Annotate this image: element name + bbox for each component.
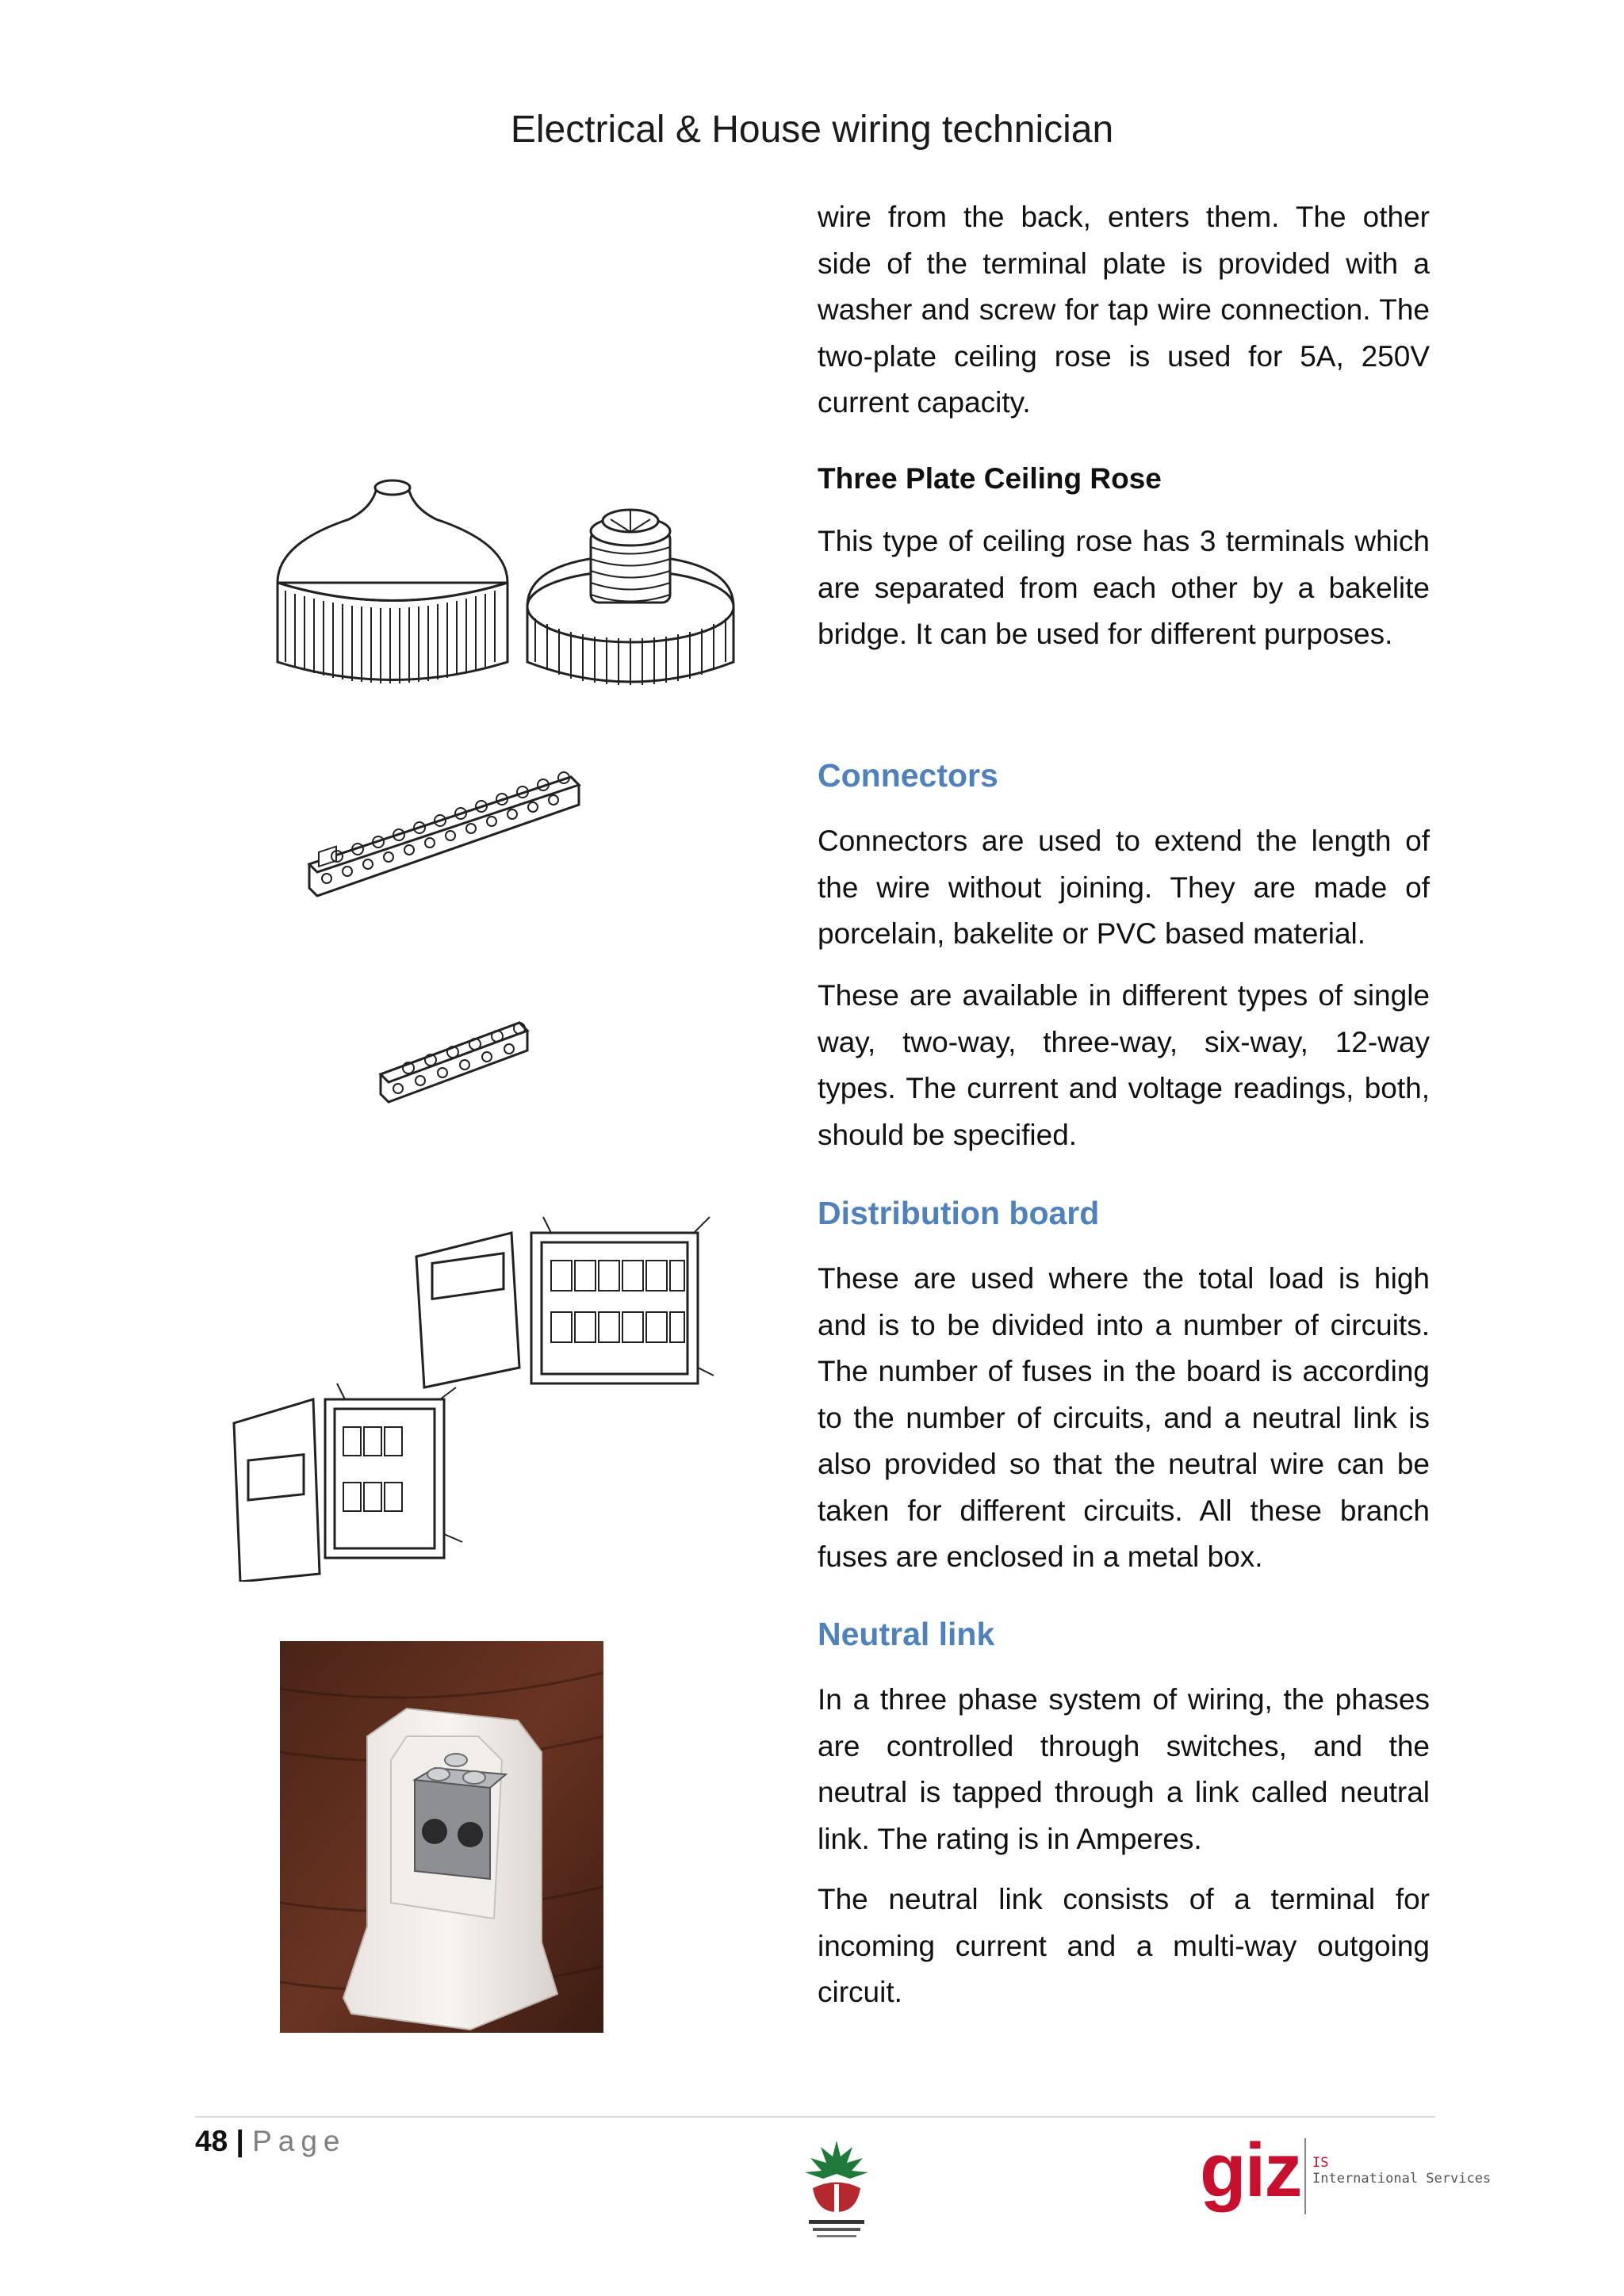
giz-logo-divider (1304, 2138, 1306, 2214)
page-word: Page (252, 2125, 347, 2157)
connector-strip-6way-illustration (373, 1003, 539, 1114)
three-plate-paragraph: This type of ceiling rose has 3 terminals which are separated from each other by a bakelite bridge. It can be used for different purposes. (818, 525, 1430, 650)
giz-is-label: IS (1312, 2155, 1329, 2171)
ceiling-rose-illustration (262, 472, 753, 710)
page-header-title: Electrical & House wiring technician (510, 109, 1114, 151)
distribution-heading: Distribution board (818, 1195, 1100, 1231)
distribution-board-illustration (226, 1201, 745, 1582)
giz-logo: giz (1200, 2128, 1301, 2213)
neutral-paragraph-2: The neutral link consists of a terminal for incoming current and a multi-way outgoing circuit. (818, 1883, 1430, 2008)
neutral-link-photo (280, 1641, 603, 2033)
page-separator: | (236, 2125, 244, 2157)
distribution-paragraph: These are used where the total load is high and is to be divided into a number of circuits. The number of fuses in the board is according to the number of circuits, and a neutral link is also provided so that the neutral wire can be taken for different circuits. All these branch fuses are enclosed in a metal box. (818, 1262, 1430, 1573)
connectors-paragraph-1: Connectors are used to extend the length of the wire without joining. They are made of porcelain, bakelite or PVC based material. (818, 825, 1430, 950)
giz-services-label (1312, 2155, 1491, 2187)
footer-page-number (195, 2125, 347, 2158)
three-plate-heading: Three Plate Ceiling Rose (818, 462, 1162, 495)
page-number: 48 (195, 2125, 228, 2157)
connectors-heading: Connectors (818, 757, 998, 794)
institution-logo (793, 2133, 880, 2244)
neutral-heading: Neutral link (818, 1616, 995, 1652)
footer-divider (195, 2116, 1435, 2118)
connectors-paragraph-2: These are available in different types of single way, two-way, three-way, six-way, 12-way types. The current and voltage readings, both, should be specified. (818, 979, 1430, 1151)
intro-paragraph: wire from the back, enters them. The other side of the terminal plate is provided with a washer and screw for tap wire connection. The two-plate ceiling rose is used for 5A, 250V current capacity. (818, 201, 1430, 419)
neutral-paragraph-1: In a three phase system of wiring, the phases are controlled through switches, and the neutral is tapped through a link called neutral link. The rating is in Amperes. (818, 1683, 1430, 1855)
connector-strip-12way-illustration (301, 769, 603, 904)
giz-international-services: International Services (1312, 2171, 1492, 2187)
